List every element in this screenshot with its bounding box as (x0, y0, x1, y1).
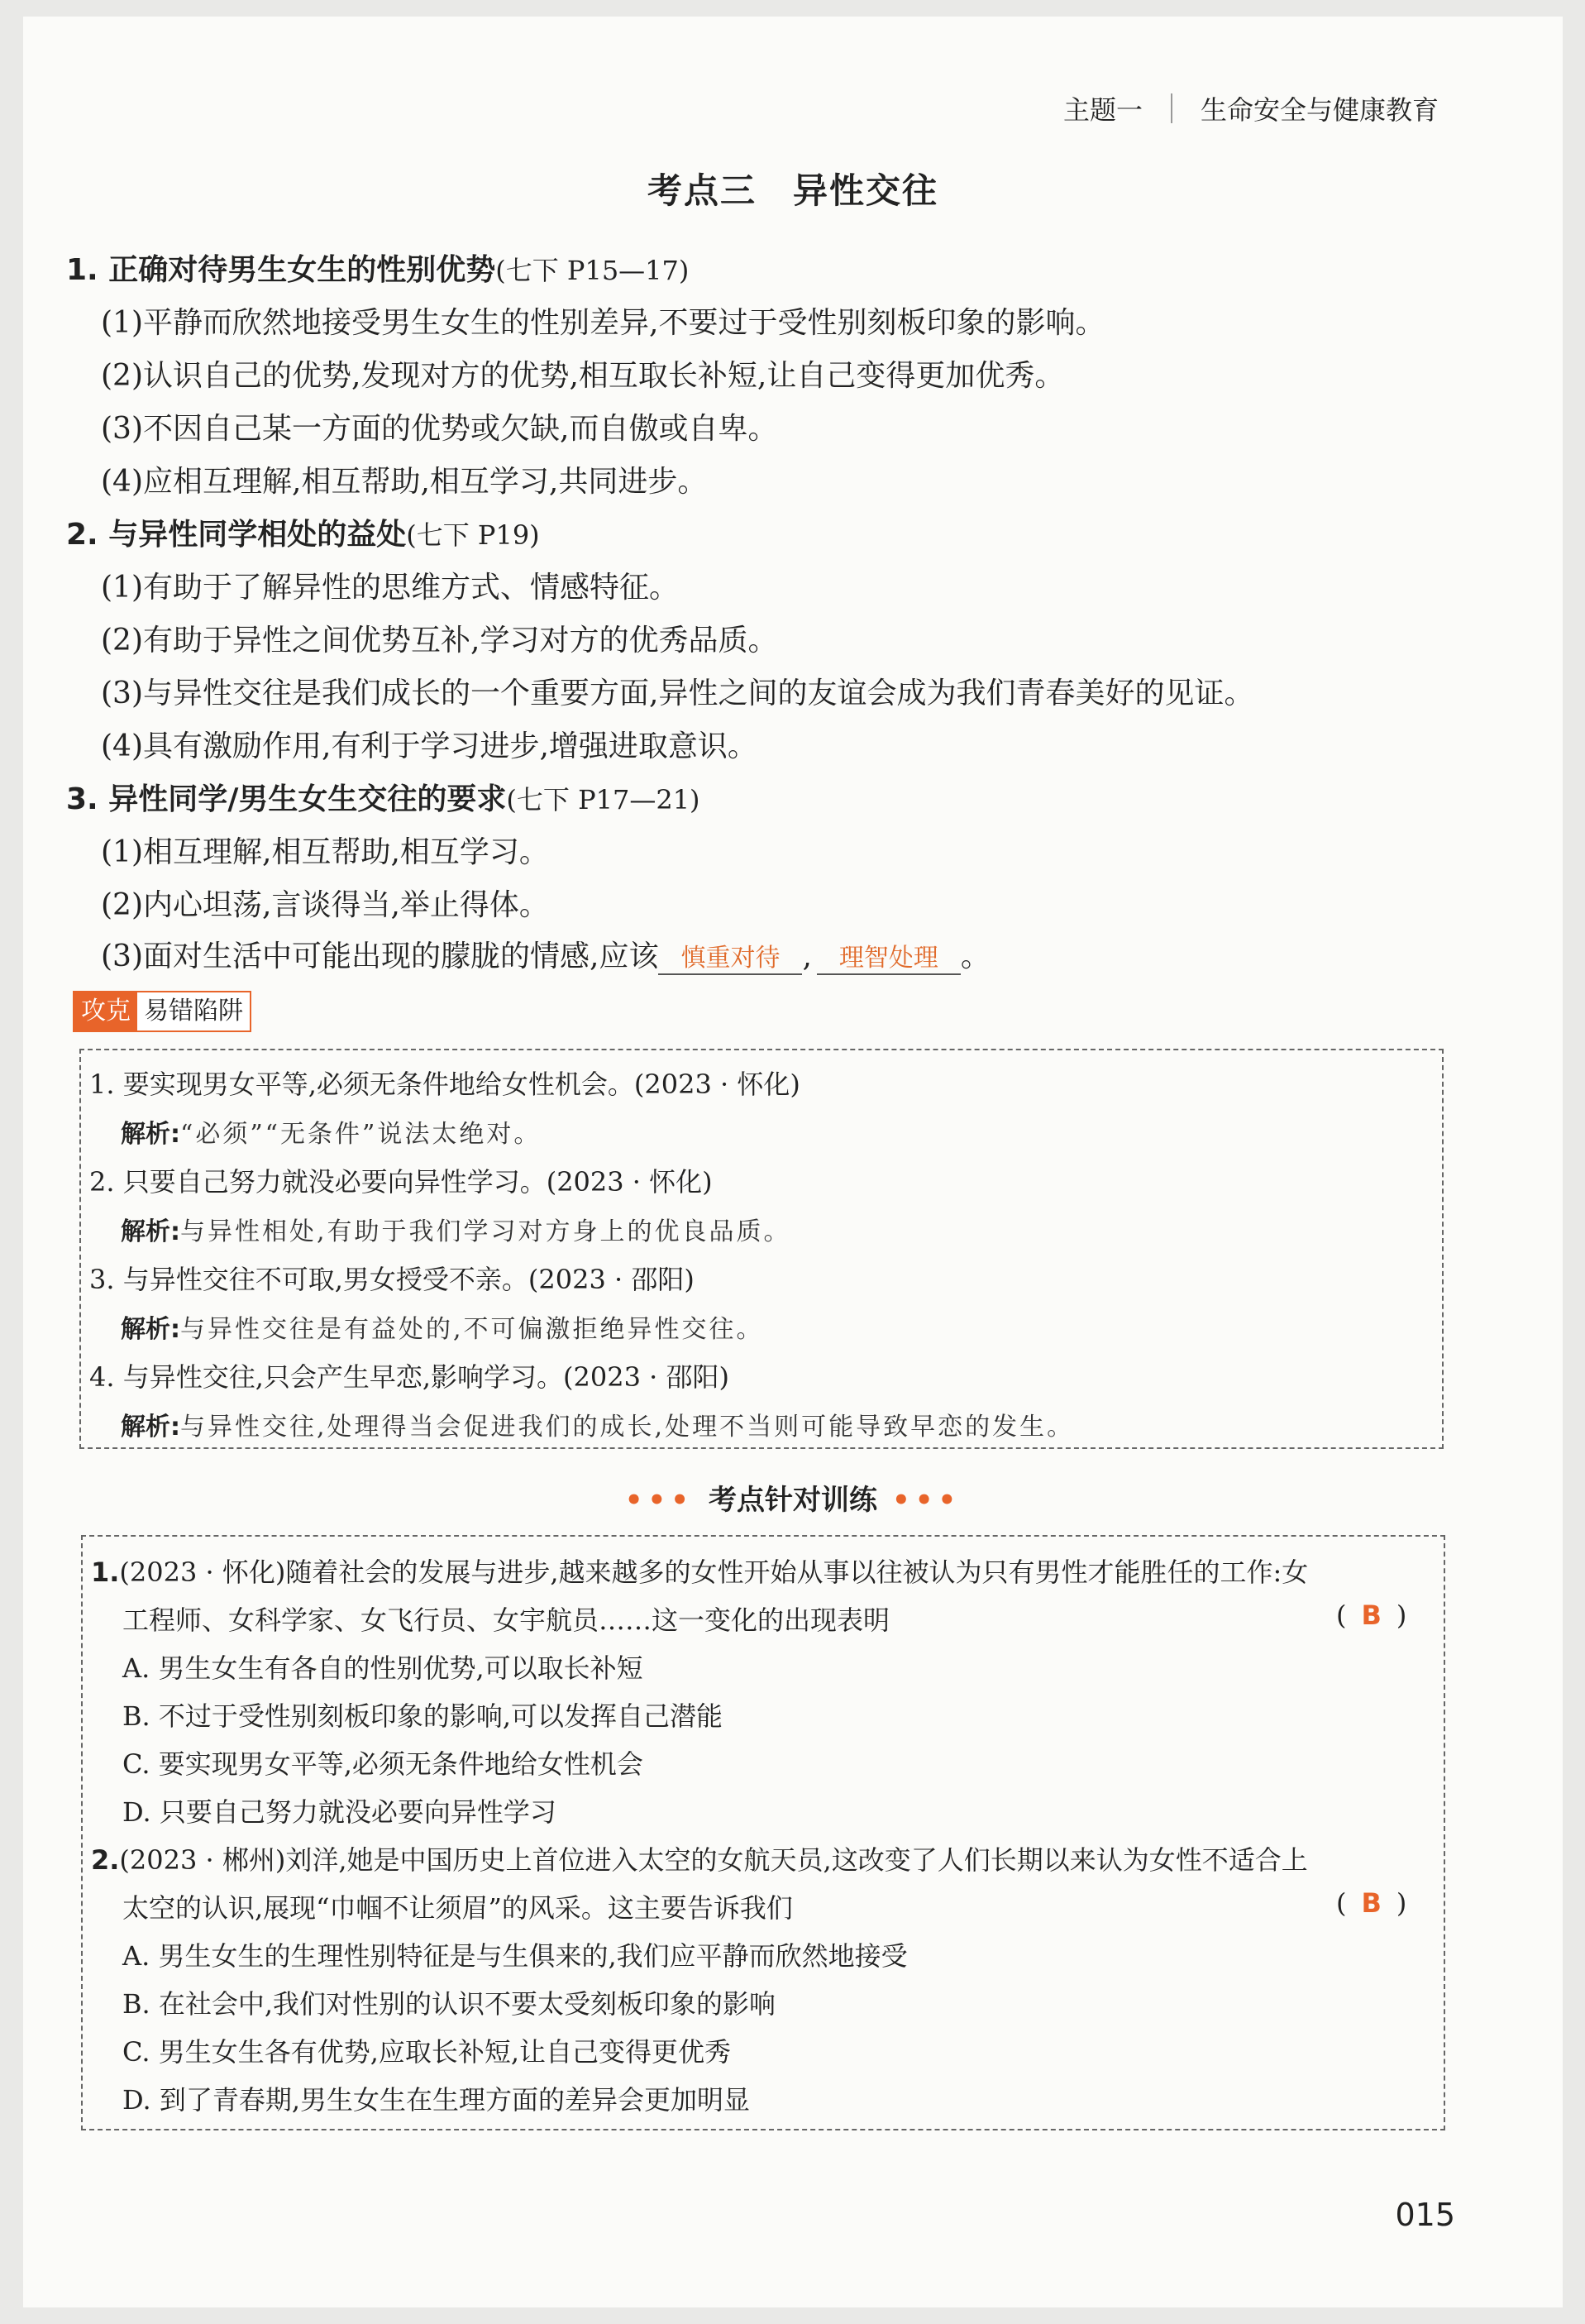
point-item: (2)内心坦荡,言谈得当,举止得体。 (101, 888, 549, 922)
dots-left: ••• (624, 1484, 694, 1517)
answer-value: B (1361, 1887, 1382, 1919)
point-item: (3)与异性交往是我们成长的一个重要方面,异性之间的友谊会成为我们青春美好的见证。 (101, 677, 1254, 710)
point-title: 2. 与异性同学相处的益处 (66, 518, 407, 552)
option: C. 男生女生各有优势,应取长补短,让自己变得更优秀 (122, 2036, 732, 2068)
analysis-text: 与异性相处,有助于我们学习对方身上的优良品质。 (180, 1217, 791, 1246)
point-heading-1 (66, 246, 689, 289)
option: D. 到了青春期,男生女生在生理方面的差异会更加明显 (122, 2084, 751, 2116)
textbook-page (23, 17, 1563, 2307)
dots-right: ••• (892, 1484, 962, 1517)
header-theme: 主题一 (1062, 94, 1143, 126)
section-label: 考点三 (647, 170, 757, 211)
point-ref: (七下 P19) (406, 519, 540, 551)
fill-middle: , (802, 940, 812, 973)
pitfall-analysis (121, 1406, 1074, 1442)
point-item: (1)平静而欣然地接受男生女生的性别差异,不要过于受性别刻板印象的影响。 (101, 306, 1105, 340)
fill-suffix: 。 (960, 940, 991, 973)
option: B. 不过于受性别刻板印象的影响,可以发挥自己潜能 (122, 1700, 723, 1732)
answer-blank-1: 慎重对待 (658, 937, 802, 975)
header-divider (1171, 93, 1172, 123)
training-title-text: 考点针对训练 (709, 1484, 877, 1517)
question-stem-line1: (2023 · 郴州)刘洋,她是中国历史上首位进入太空的女航天员,这改变了人们长期以来认为女性不适合上 (119, 1844, 1308, 1876)
point-item: (2)认识自己的优势,发现对方的优势,相互取长补短,让自己变得更加优秀。 (101, 359, 1065, 393)
analysis-text: “必须”“无条件”说法太绝对。 (180, 1120, 542, 1149)
analysis-label: 解析: (121, 1217, 180, 1246)
question-number: 2. (91, 1844, 120, 1876)
point-item: (1)有助于了解异性的思维方式、情感特征。 (101, 571, 679, 605)
analysis-label: 解析: (121, 1315, 180, 1344)
pitfall-question: 4. 与异性交往,只会产生早恋,影响学习。(2023 · 邵阳) (89, 1361, 729, 1393)
point-title: 1. 正确对待男生女生的性别优势 (66, 253, 496, 287)
point-ref: (七下 P15—17) (495, 255, 690, 286)
page-number: 015 (1395, 2197, 1455, 2233)
pitfall-question: 1. 要实现男女平等,必须无条件地给女性机会。(2023 · 怀化) (89, 1069, 800, 1100)
answer-bracket: ( B ) (1336, 1887, 1407, 1919)
pitfall-analysis (121, 1113, 541, 1150)
answer-bracket: ( B ) (1336, 1600, 1407, 1631)
point-heading-2 (66, 511, 540, 553)
analysis-label: 解析: (121, 1120, 180, 1149)
section-name: 异性交往 (793, 170, 939, 211)
question-2 (91, 1839, 1308, 1877)
point-heading-3 (66, 776, 700, 818)
question-number: 1. (91, 1557, 120, 1588)
point-item: (3)不因自己某一方面的优势或欠缺,而自傲或自卑。 (101, 412, 778, 446)
point-item-fill-blank (101, 933, 991, 975)
point-item: (1)相互理解,相互帮助,相互学习。 (101, 835, 549, 869)
point-title: 3. 异性同学/男生女生交往的要求 (66, 782, 507, 816)
option: D. 只要自己努力就没必要向异性学习 (122, 1796, 556, 1828)
question-stem-line1: (2023 · 怀化)随着社会的发展与进步,越来越多的女性开始从事以往被认为只有男性才能胜任的工作:女 (119, 1557, 1309, 1588)
pitfall-analysis (121, 1308, 764, 1345)
pitfall-analysis (121, 1211, 791, 1247)
question-stem-line2: 工程师、女科学家、女飞行员、女宇航员……这一变化的出现表明 (122, 1604, 890, 1636)
training-title (23, 1477, 1563, 1518)
point-ref: (七下 P17—21) (506, 784, 700, 815)
pitfall-question: 3. 与异性交往不可取,男女授受不亲。(2023 · 邵阳) (89, 1264, 695, 1295)
pitfall-badge (73, 991, 251, 1032)
badge-label: 易错陷阱 (137, 992, 250, 1030)
point-item: (4)具有激励作用,有利于学习进步,增强进取意识。 (101, 729, 757, 763)
section-title (23, 164, 1563, 213)
analysis-label: 解析: (121, 1413, 180, 1442)
analysis-text: 与异性交往是有益处的,不可偏激拒绝异性交往。 (180, 1315, 764, 1344)
fill-prefix: (3)面对生活中可能出现的朦胧的情感,应该 (101, 940, 659, 973)
question-stem-line2: 太空的认识,展现“巾帼不让须眉”的风采。这主要告诉我们 (122, 1892, 793, 1924)
page-header (1063, 89, 1439, 127)
answer-value: B (1361, 1600, 1382, 1631)
analysis-text: 与异性交往,处理得当会促进我们的成长,处理不当则可能导致早恋的发生。 (180, 1413, 1075, 1442)
answer-blank-2: 理智处理 (817, 937, 961, 975)
point-item: (2)有助于异性之间优势互补,学习对方的优秀品质。 (101, 624, 778, 658)
point-item: (4)应相互理解,相互帮助,相互学习,共同进步。 (101, 465, 708, 499)
pitfall-question: 2. 只要自己努力就没必要向异性学习。(2023 · 怀化) (89, 1166, 713, 1198)
badge-tag: 攻克 (74, 992, 137, 1030)
question-1 (91, 1552, 1308, 1590)
header-title: 生命安全与健康教育 (1200, 94, 1439, 126)
option: C. 要实现男女平等,必须无条件地给女性机会 (122, 1748, 643, 1780)
option: A. 男生女生有各自的性别优势,可以取长补短 (122, 1652, 643, 1684)
option: A. 男生女生的生理性别特征是与生俱来的,我们应平静而欣然地接受 (122, 1940, 908, 1972)
option: B. 在社会中,我们对性别的认识不要太受刻板印象的影响 (122, 1988, 776, 2020)
